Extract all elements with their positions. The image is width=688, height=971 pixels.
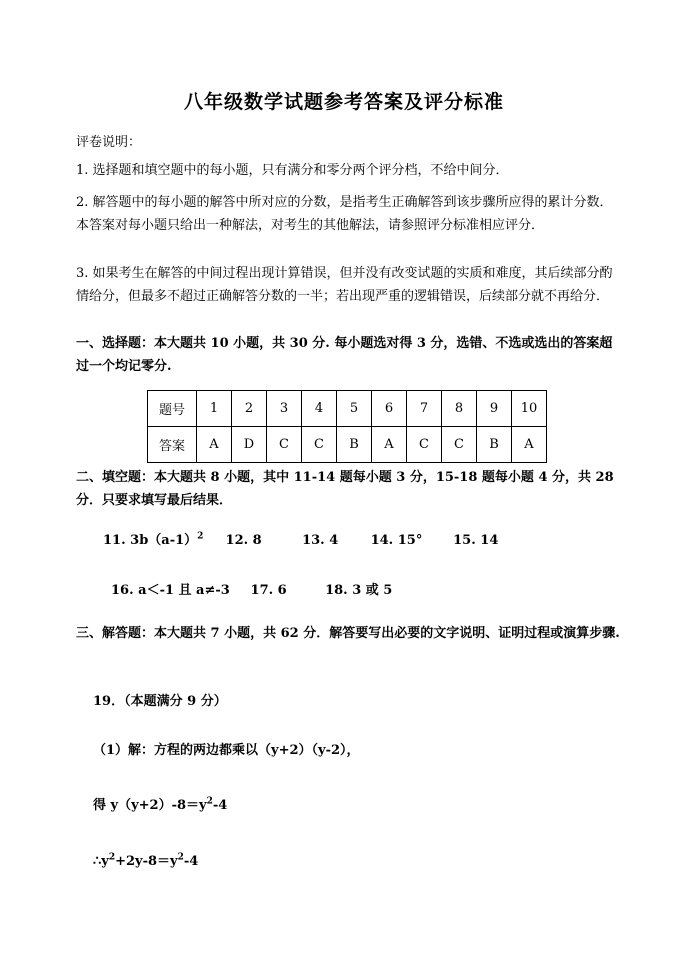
question-number: 10 [512,391,547,427]
page-title: 八年级数学试题参考答案及评分标准 [183,91,504,113]
fill-answer: 16. a＜-1 且 a≠-3 [111,583,230,598]
question-number: 9 [477,391,512,427]
question-number: 3 [267,391,302,427]
answer-cell: B [477,427,512,463]
note-1: 1. 选择题和填空题中的每小题，只有满分和零分两个评分档，不给中间分． [76,163,509,178]
section2-heading: 二、填空题：本大题共 8 小题，其中 11-14 题每小题 3 分，15-18 题每小题 4 分，共 28 分．只要求填写最后结果． [76,470,614,508]
table-row-label: 答案 [148,427,197,463]
question-number: 4 [302,391,337,427]
answer-cell: A [197,427,232,463]
notes-heading: 评卷说明： [76,135,142,150]
answer-cell: A [372,427,407,463]
solution-step-3: $\therefore y^2+2y-8=y^2-4$ [93,852,199,869]
question-number: 7 [407,391,442,427]
answer-cell: C [442,427,477,463]
fill-answer: 15. 14 [453,533,499,548]
question-number: 1 [197,391,232,427]
table-row [148,427,547,463]
answer-cell: A [512,427,547,463]
fill-answer: 12. 8 [225,533,262,548]
answer-cell: C [407,427,442,463]
question-number: 5 [337,391,372,427]
fill-answer: 11. $3b(a-1)^2$ [103,531,204,548]
note-3: 3. 如果考生在解答的中间过程出现计算错误，但并没有改变试题的实质和难度，其后续部分酌情给分，但最多不超过正确解答分数的一半；若出现严重的逻辑错误，后续部分就不再给分． [76,266,613,304]
fill-answer: 14. 15° [370,533,423,548]
answer-cell: D [232,427,267,463]
solution-step-2: 得 $y(y+2)-8=y^2-4$ [93,796,228,813]
question-19-title: 19．（本题满分 9 分） [93,694,227,709]
answer-cell: C [302,427,337,463]
fill-answer: 18. 3 或 5 [325,583,393,598]
table-row-label: 题号 [148,391,197,427]
table-row [148,391,547,427]
section3-heading: 三、解答题：本大题共 7 小题，共 62 分．解答要写出必要的文字说明、证明过程或演算步骤. [76,626,620,641]
fill-answers-row-2 [111,579,392,598]
question-number: 8 [442,391,477,427]
fill-answer: 17. 6 [250,583,287,598]
question-number: 2 [232,391,267,427]
answer-cell: C [267,427,302,463]
section1-heading: 一、选择题：本大题共 10 小题，共 30 分. 每小题选对得 3 分，选错、不选或选出的答案超过一个均记零分. [76,336,613,374]
answer-table [147,390,547,463]
solution-step-1: （1）解：方程的两边都乘以（y+2）（y-2）， [93,743,360,758]
note-2: 2. 解答题中的每小题的解答中所对应的分数，是指考生正确解答到该步骤所应得的累计分数．本答案对每小题只给出一种解法，对考生的其他解法，请参照评分标准相应评分． [76,195,613,233]
question-number: 6 [372,391,407,427]
fill-answer: 13. 4 [302,533,339,548]
fill-answers-row-1 [103,529,498,548]
answer-cell: B [337,427,372,463]
